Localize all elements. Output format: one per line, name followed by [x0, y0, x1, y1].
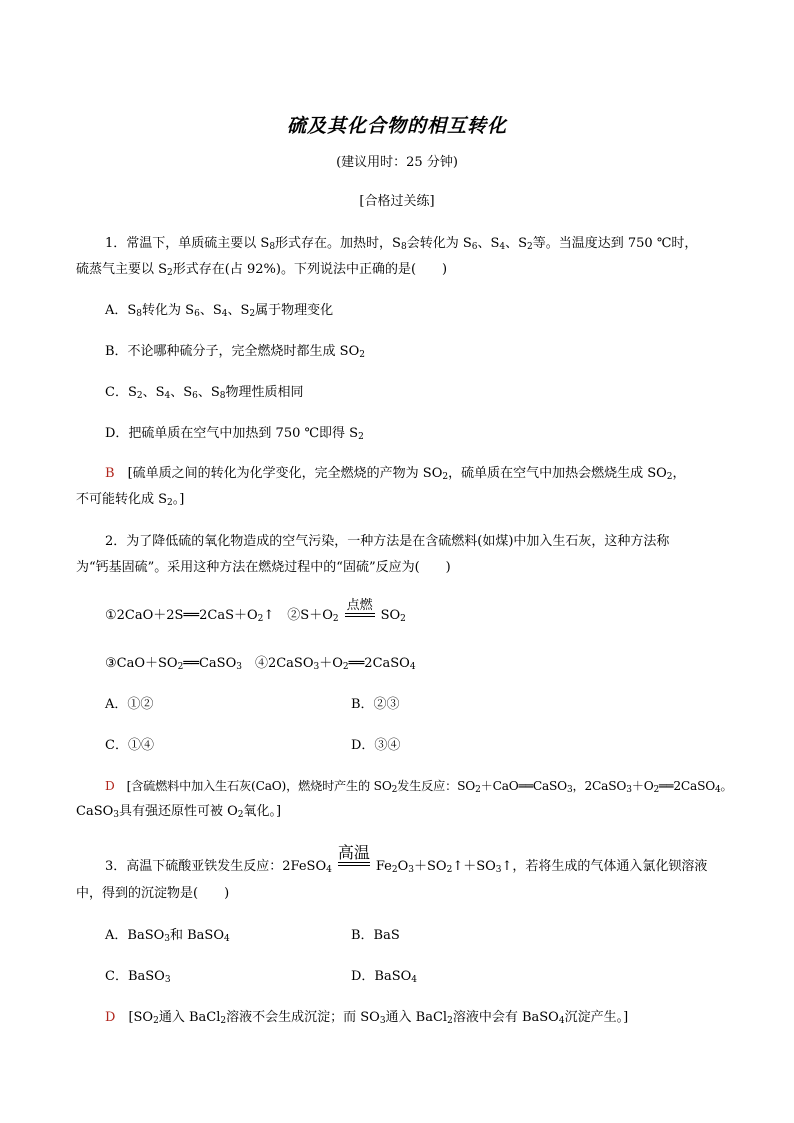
q2-answer-line1: D [含硫燃料中加入生石灰(CaO)，燃烧时产生的 $SO_2$发生反应：$SO_2+CaO══CaSO_3$，$2CaSO_3+O_2══2CaSO_4$。: [105, 779, 733, 795]
q2-equations-line2: $③CaO+SO_2══CaSO_3$ $④2CaSO_3+O_2══2CaSO_4$: [105, 656, 416, 672]
q2-stem-line1: 2．为了降低硫的氧化物造成的空气污染，一种方法是在含硫燃料(如煤)中加入生石灰，这种方法称: [105, 534, 670, 549]
q3-answer-letter: D: [105, 1010, 116, 1025]
high-temperature-condition-arrow: 高温: [338, 844, 370, 866]
suggested-time: (建议用时：25 分钟): [336, 155, 458, 170]
q1-stem-line1: 1．常温下，单质硫主要以 $S_8$形式存在。加热时，$S_8$会转化为 $S_6$、$S_4$、$S_2$等。当温度达到 750 ℃时，: [105, 236, 698, 252]
q1-stem-line2: 硫蒸气主要以 $S_2$形式存在(占 92%)。下列说法中正确的是( ): [76, 262, 448, 278]
q3-answer-line1: D [$SO_2$通入 BaCl$_2$溶液不会生成沉淀；而 $SO_3$通入 BaCl$_2$溶液中会有 BaSO$_4$沉淀产生。]: [105, 1010, 629, 1026]
q3-option-d: D．BaSO$_4$: [351, 969, 418, 985]
q3-option-a: A．BaSO$_3$和 BaSO$_4$: [105, 928, 230, 944]
q3-options-row1: [105, 928, 400, 944]
q1-answer-line2: 不可能转化成 $S_2$。]: [76, 492, 185, 508]
q2-equations-line1: $①2CaO+2S══2CaS+O_2↑$ $②S+O_2$ 点燃 $SO_2$: [105, 598, 406, 624]
q3-options-row2: [105, 969, 418, 985]
q2-option-c: C．①④: [105, 738, 154, 753]
q1-option-a: A．$S_8$转化为 $S_6$、$S_4$、$S_2$属于物理变化: [105, 303, 334, 319]
q1-option-d: D．把硫单质在空气中加热到 750 ℃即得 $S_2$: [105, 426, 364, 442]
q1-answer-line1: B [硫单质之间的转化为化学变化，完全燃烧的产物为 $SO_2$，硫单质在空气中加热会燃烧生成 $SO_2$，: [105, 466, 686, 482]
q1-answer-letter: B: [105, 466, 115, 481]
q2-option-b: B．②③: [351, 697, 400, 712]
q2-option-d: D．③④: [351, 738, 401, 753]
q3-stem-line2: 中，得到的沉淀物是( ): [76, 886, 230, 901]
q2-options-row2: [105, 738, 401, 754]
q2-answer-line2: CaSO$_3$具有强还原性可被 $O_2$氧化。]: [76, 804, 282, 820]
page-title: 硫及其化合物的相互转化: [286, 115, 507, 137]
q3-option-b: B．BaS: [351, 928, 400, 943]
section-heading: [合格过关练]: [359, 194, 435, 209]
q1-option-b: B．不论哪种硫分子，完全燃烧时都生成 $SO_2$: [105, 344, 365, 360]
q2-stem-line2: 为“钙基固硫”。采用这种方法在燃烧过程中的“固硫”反应为( ): [76, 560, 451, 575]
q3-stem-line1: 3．高温下硫酸亚铁发生反应：2FeSO$_4$ 高温 $Fe_2O_3+SO_2↑+SO_3↑$，若将生成的气体通入氯化钡溶液: [105, 843, 708, 875]
q2-answer-letter: D: [105, 779, 115, 793]
q2-options-row1: [105, 697, 400, 713]
q1-option-c: C．$S_2$、$S_4$、$S_6$、$S_8$物理性质相同: [105, 385, 304, 401]
q3-option-c: C．BaSO$_3$: [105, 969, 171, 985]
ignition-condition-arrow: 点燃: [345, 599, 375, 617]
q2-option-a: A．①②: [105, 697, 154, 712]
